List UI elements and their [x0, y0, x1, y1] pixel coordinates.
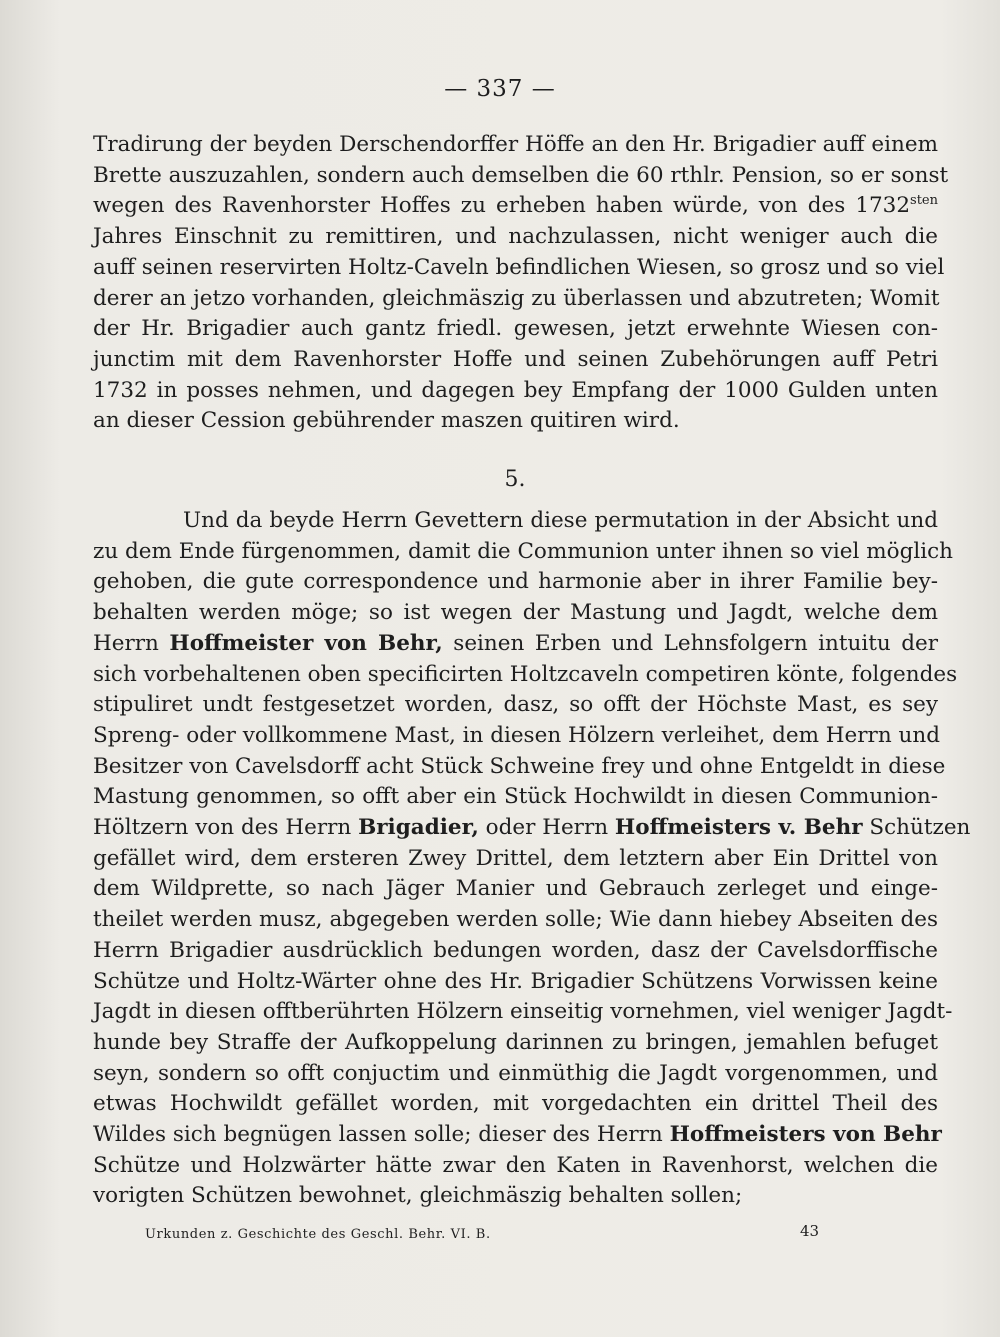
text-segment: etwas Hochwildt gefället worden, mit vorgedachten ein drittel Theil des — [93, 1091, 938, 1117]
text-segment: Schütze und Holzwärter hätte zwar den Katen in Ravenhorst, welchen die — [93, 1152, 938, 1178]
text-line — [93, 222, 938, 253]
paragraph-1 — [93, 130, 949, 437]
text-segment: seyn, sondern so offt conjuctim und einmüthig die Jagdt vorgenommen, und — [93, 1060, 938, 1086]
text-segment: Brette auszuzahlen, sondern auch demselben die 60 rthlr. Pension, so er sonst — [93, 162, 949, 188]
text-line — [93, 314, 938, 345]
text-segment: Herrn Brigadier ausdrücklich bedungen worden, dasz der Cavelsdorffische — [93, 937, 938, 963]
text-segment: Schützen — [862, 815, 971, 841]
text-segment: theilet werden musz, abgegeben werden solle; Wie dann hiebey Abseiten des — [93, 907, 938, 933]
text-line — [93, 537, 953, 568]
text-line — [93, 284, 938, 315]
text-line — [93, 967, 938, 998]
text-segment: gehoben, die gute correspondence und harmonie aber in ihrer Familie bey- — [93, 569, 938, 595]
text-segment: Besitzer von Cavelsdorff acht Stück Schweine frey und ohne Entgeldt in diese — [93, 753, 946, 779]
text-segment: dem Wildprette, so nach Jäger Manier und Gebrauch zerleget und einge- — [93, 876, 938, 902]
text-line — [93, 506, 938, 537]
text-segment: Wildes sich begnügen lassen solle; dieser des Herrn — [93, 1122, 670, 1148]
text-line — [93, 567, 938, 598]
text-segment: Tradirung der beyden Derschendorffer Höffe an den Hr. Brigadier auff einem — [93, 132, 938, 157]
text-segment: auff seinen reservirten Holtz-Caveln befindlichen Wiesen, so grosz und so viel — [93, 254, 945, 280]
text-segment: Jahres Einschnit zu remittiren, und nachzulassen, nicht weniger auch die — [93, 224, 938, 250]
bold-name: Hoffmeisters v. Behr — [614, 815, 863, 841]
paragraph-2 — [93, 506, 971, 1212]
text-line — [93, 161, 949, 192]
text-line — [93, 406, 938, 437]
text-line — [93, 191, 938, 222]
text-segment: Spreng- oder vollkommene Mast, in diesen Hölzern verleihet, dem Herrn und — [93, 722, 940, 748]
text-segment: Mastung genommen, so offt aber ein Stück Hochwildt in diesen Communion- — [93, 784, 938, 810]
text-segment: der Hr. Brigadier auch gantz friedl. gewesen, jetzt erwehnte Wiesen con- — [93, 316, 938, 342]
text-segment: seinen Erben und Lehnsfolgern intuitu der — [442, 630, 938, 656]
section-number: 5. — [504, 467, 526, 492]
text-line — [93, 598, 938, 629]
text-line — [93, 345, 938, 376]
text-segment: derer an jetzo vorhanden, gleichmäszig zu überlassen und abzutreten; Womit — [93, 285, 940, 311]
text-segment: Schütze und Holtz-Wärter ohne des Hr. Brigadier Schützens Vorwissen keine — [93, 968, 938, 994]
text-segment: oder Herrn — [478, 815, 615, 841]
superscript: sten — [910, 193, 938, 209]
text-segment: junctim mit dem Ravenhorster Hoffe und seinen Zubehörungen auff Petri — [93, 346, 938, 372]
text-segment: behalten werden möge; so ist wegen der Mastung und Jagdt, welche dem — [93, 600, 938, 626]
text-line — [93, 629, 938, 660]
text-segment: an dieser Cession gebührender maszen quitiren wird. — [93, 408, 680, 434]
text-segment: Höltzern von des Herrn — [93, 815, 359, 841]
text-line — [93, 997, 953, 1028]
text-segment: Herrn — [93, 630, 170, 656]
text-line — [93, 936, 938, 967]
text-line — [93, 660, 958, 691]
text-line — [93, 813, 971, 844]
text-line — [93, 130, 938, 161]
text-line — [93, 253, 945, 284]
text-line — [93, 1028, 938, 1059]
text-line — [93, 782, 938, 813]
text-line — [93, 1089, 938, 1120]
page-number: — 337 — — [444, 76, 556, 102]
text-line — [93, 1151, 938, 1182]
text-segment: stipuliret undt festgesetzet worden, dasz, so offt der Höchste Mast, es sey — [93, 692, 938, 718]
text-line — [93, 844, 938, 875]
text-segment: vorigten Schützen bewohnet, gleichmäszig behalten sollen; — [93, 1183, 743, 1209]
bold-name: Hoffmeisters von Behr — [669, 1122, 942, 1148]
text-line — [93, 905, 938, 936]
text-line — [93, 690, 938, 721]
text-line — [93, 376, 938, 407]
text-segment: zu dem Ende fürgenommen, damit die Communion unter ihnen so viel möglich — [93, 538, 953, 564]
text-segment: Jagdt in diesen offtberührten Hölzern einseitig vornehmen, viel weniger Jagdt- — [93, 999, 953, 1025]
text-line — [93, 1181, 938, 1212]
text-line — [93, 874, 938, 905]
text-segment: sich vorbehaltenen oben specificirten Holtzcaveln competiren könte, folgendes — [93, 661, 958, 687]
text-line — [93, 721, 938, 752]
text-segment: wegen des Ravenhorster Hoffes zu erheben haben würde, von des 1732 — [93, 193, 911, 219]
text-segment: hunde bey Straffe der Aufkoppelung darinnen zu bringen, jemahlen befuget — [93, 1029, 938, 1055]
text-line — [93, 1059, 938, 1090]
text-segment: Und da beyde Herrn Gevettern diese permutation in der Absicht und — [183, 508, 938, 533]
bold-name: Hoffmeister von Behr, — [169, 630, 443, 656]
text-segment: gefället wird, dem ersteren Zwey Drittel, dem letztern aber Ein Drittel von — [93, 845, 938, 871]
text-line — [93, 752, 946, 783]
text-line — [93, 1120, 942, 1151]
bold-name: Brigadier, — [358, 815, 479, 841]
sheet-number: 43 — [800, 1222, 820, 1240]
footer-source: Urkunden z. Geschichte des Geschl. Behr. VI. B. — [145, 1227, 491, 1242]
text-segment: 1732 in posses nehmen, und dagegen bey Empfang der 1000 Gulden unten — [93, 377, 938, 403]
